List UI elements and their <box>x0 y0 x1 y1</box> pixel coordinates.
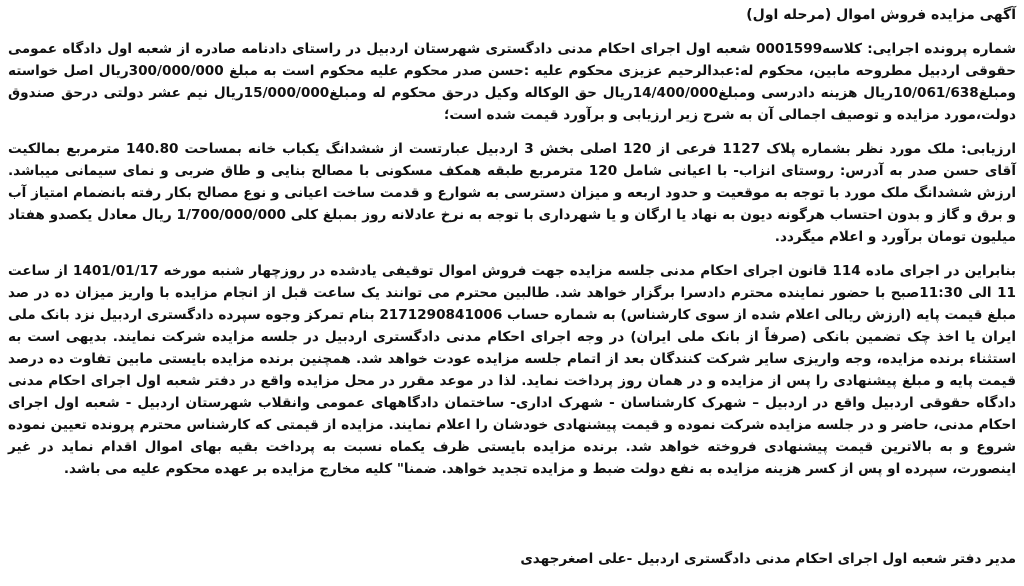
auction-terms-paragraph: بنابراین در اجرای ماده 114 قانون اجرای احکام مدنی جلسه مزایده جهت فروش اموال توقیفی یادشده در روزچهار شنبه مورخه 1401/01/17 از ساعت 11 الی 11:30صبح با حضور نماینده محترم دادسرا برگزار خواهد شد. طالبین محترم می توانند یک ساعت قبل از انجام مزایده با واریز میزان ده در صد مبلغ قیمت پایه (ارزش ریالی اعلام شده از سوی کارشناس) به شماره حساب 2171290841006 بنام تمرکز وجوه سپرده دادگستری اردبیل نزد بانک ملی ایران یا اخذ چک تضمین بانکی (صرفاً از بانک ملی ایران) در وجه اجرای احکام مدنی دادگستری اردبیل در جلسه مزایده شرکت نمایند. بدیهی است به استثناء برنده مزایده، وجه واریزی سایر شرکت کنندگان بعد از اتمام جلسه مزایده عودت خواهد شد. همچنین برنده مزایده بایستی مابین تفاوت ده درصد قیمت پایه و مبلغ پیشنهادی را پس از مزایده و در همان روز پرداخت نماید. لذا در موعد مقرر در محل مزایده واقع در دفتر شعبه اول اجرای احکام مدنی دادگاه حقوقی اردبیل واقع در اردبیل – شهرک کارشناسان - شهرک اداری- ساختمان دادگاههای عمومی وانقلاب شهرستان اردبیل - شعبه اول اجرای احکام مدنی، حاضر و در جلسه مزایده شرکت نموده و قیمت پیشنهادی خودشان را اعلام نمایند. مزایده از قیمتی که کارشناس محترم پرونده تعیین نموده شروع و به بالاترین قیمت پیشنهادی فروخته خواهد شد. برنده مزایده بایستی ظرف یکماه نسبت به پرداخت بقیه بهای اموال اقدام نماید در غیر اینصورت، سپرده او پس از کسر هزینه مزایده به نفع دولت ضبط و مزایده تجدید خواهد. ضمنا" کلیه مخارج مزایده بر عهده محکوم علیه می باشد. <box>8 263 1017 477</box>
announcement-title: آگهی مزایده فروش اموال (مرحله اول) <box>746 7 1016 23</box>
case-details-paragraph: شماره پرونده اجرایی: کلاسه0001599 شعبه اول اجرای احکام مدنی دادگستری شهرستان اردبیل در راستای دادنامه صادره از شعبه اول دادگاه عمومی حقوقی اردبیل مطروحه مابین، محکوم له:عبدالرحیم عزیزی محکوم علیه :حسن صدر محکوم علیه محکوم است به مبلغ 300/000/000ریال اصل خواسته ومبلغ10/061/638ریال هزینه دادرسی ومبلغ14/400/000ریال حق الوکاله وکیل درحق محکوم له ومبلغ15/000/000ریال نیم عشر دولتی درحق صندوق دولت،مورد مزایده و توصیف اجمالی آن به شرح زیر ارزیابی و برآورد قیمت شده است؛ <box>8 41 1016 123</box>
signature-line: مدیر دفتر شعبه اول اجرای احکام مدنی دادگستری اردبیل -علی اصغرجهدی <box>520 551 1016 567</box>
valuation-paragraph: ارزیابی: ملک مورد نظر بشماره پلاک 1127 فرعی از 120 اصلی بخش 3 اردبیل عبارتست از ششدانگ یکباب خانه بمساحت 140.80 مترمربع بمالکیت آقای حسن صدر به آدرس: روستای انزاب- با اعیانی شامل 120 مترمربع طبقه همکف مسکونی با مصالح بنایی و طاق ضربی و نمای سیمانی میباشد. ارزش ششدانگ ملک مورد با توجه به موقعیت و حدود اربعه و میزان دسترسی به شوارع و قدمت ساخت اعیانی و نوع مصالح بکار رفته بانضمام امتیاز آب و برق و گاز و بدون احتساب هرگونه دیون به نهاد یا ارگان و یا شهرداری با توجه به نرخ عادلانه روز بمبلغ کلی 1/700/000/000 ریال معادل یکصدو هفتاد میلیون تومان برآورد و اعلام میگردد. <box>8 141 1016 245</box>
